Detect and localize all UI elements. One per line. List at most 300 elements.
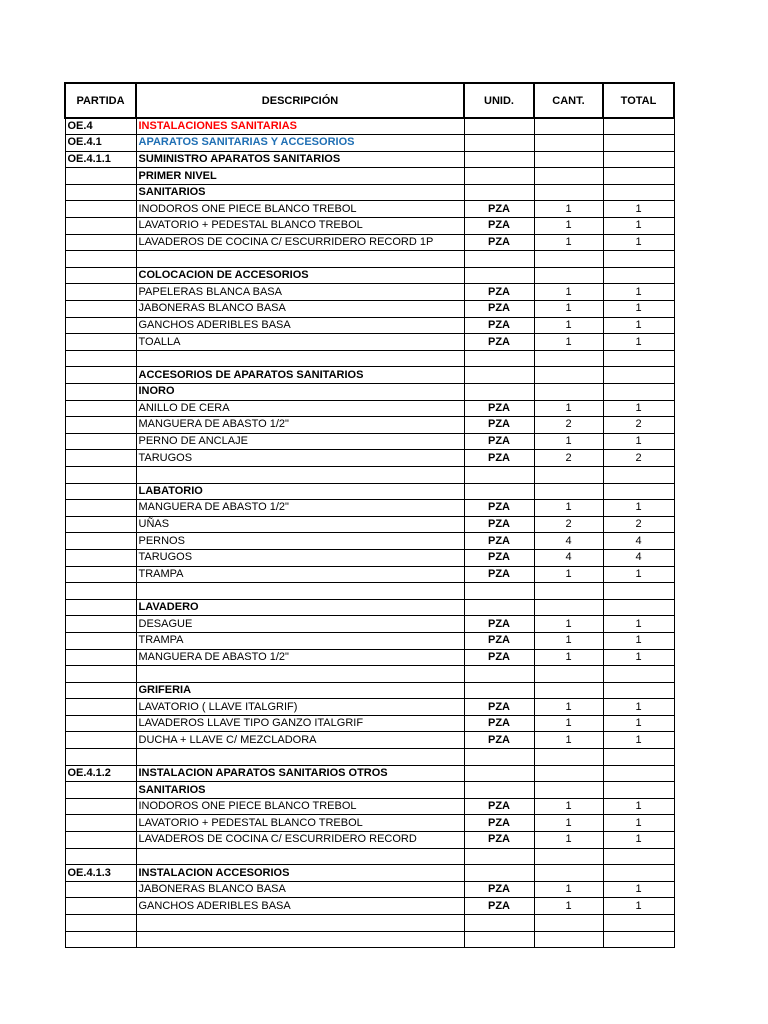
cell-total: 2 xyxy=(603,450,674,467)
cell-unid xyxy=(464,466,534,483)
cell-total xyxy=(603,251,674,268)
cell-partida xyxy=(65,715,136,732)
cell-partida xyxy=(65,168,136,185)
cell-descripcion: INSTALACION ACCESORIOS xyxy=(136,865,464,882)
cell-total xyxy=(603,931,674,948)
header-descripcion: DESCRIPCIÓN xyxy=(136,83,464,118)
cell-total xyxy=(603,782,674,799)
cell-total xyxy=(603,350,674,367)
cell-partida xyxy=(65,301,136,318)
cell-total: 1 xyxy=(603,616,674,633)
cell-descripcion: COLOCACION DE ACCESORIOS xyxy=(136,267,464,284)
table-row xyxy=(65,765,674,782)
table-row xyxy=(65,915,674,932)
cell-descripcion: ACCESORIOS DE APARATOS SANITARIOS xyxy=(136,367,464,384)
cell-descripcion xyxy=(136,466,464,483)
table-row xyxy=(65,466,674,483)
cell-unid: PZA xyxy=(464,649,534,666)
table-row xyxy=(65,865,674,882)
table-row xyxy=(65,599,674,616)
table-row xyxy=(65,433,674,450)
cell-partida xyxy=(65,251,136,268)
cell-total: 1 xyxy=(603,798,674,815)
cell-unid: PZA xyxy=(464,317,534,334)
cell-cant xyxy=(534,151,603,168)
cell-descripcion: PAPELERAS BLANCA BASA xyxy=(136,284,464,301)
cell-unid xyxy=(464,367,534,384)
cell-cant: 1 xyxy=(534,632,603,649)
header-cant: CANT. xyxy=(534,83,603,118)
table-row xyxy=(65,632,674,649)
cell-descripcion: LAVATORIO + PEDESTAL BLANCO TREBOL xyxy=(136,815,464,832)
table-row xyxy=(65,533,674,550)
cell-descripcion xyxy=(136,251,464,268)
cell-unid xyxy=(464,865,534,882)
cell-cant xyxy=(534,466,603,483)
cell-unid: PZA xyxy=(464,218,534,235)
table-row xyxy=(65,218,674,235)
cell-descripcion: TOALLA xyxy=(136,334,464,351)
cell-cant xyxy=(534,135,603,152)
cell-partida xyxy=(65,267,136,284)
cell-partida xyxy=(65,516,136,533)
table-row xyxy=(65,284,674,301)
table-header xyxy=(65,83,674,118)
cell-unid: PZA xyxy=(464,234,534,251)
cell-unid: PZA xyxy=(464,815,534,832)
cell-total: 1 xyxy=(603,218,674,235)
table-row xyxy=(65,549,674,566)
cell-unid: PZA xyxy=(464,516,534,533)
cell-descripcion: PERNOS xyxy=(136,533,464,550)
cell-descripcion: TARUGOS xyxy=(136,549,464,566)
cell-total: 1 xyxy=(603,898,674,915)
cell-unid: PZA xyxy=(464,450,534,467)
cell-unid: PZA xyxy=(464,798,534,815)
cell-descripcion: GANCHOS ADERIBLES BASA xyxy=(136,898,464,915)
cell-descripcion: LAVADEROS DE COCINA C/ ESCURRIDERO RECORD 1P xyxy=(136,234,464,251)
cell-cant: 1 xyxy=(534,317,603,334)
cell-total xyxy=(603,915,674,932)
cell-descripcion: PERNO DE ANCLAJE xyxy=(136,433,464,450)
table-row xyxy=(65,400,674,417)
cell-cant xyxy=(534,384,603,401)
cell-total: 1 xyxy=(603,500,674,517)
cell-partida xyxy=(65,218,136,235)
cell-descripcion: TRAMPA xyxy=(136,632,464,649)
cell-descripcion xyxy=(136,931,464,948)
cell-partida xyxy=(65,317,136,334)
cell-descripcion: LAVATORIO + PEDESTAL BLANCO TREBOL xyxy=(136,218,464,235)
cell-descripcion xyxy=(136,350,464,367)
cell-total: 1 xyxy=(603,566,674,583)
cell-cant: 2 xyxy=(534,450,603,467)
cell-unid xyxy=(464,848,534,865)
cell-partida xyxy=(65,350,136,367)
cell-cant: 1 xyxy=(534,699,603,716)
table-row xyxy=(65,749,674,766)
cell-partida xyxy=(65,931,136,948)
cell-unid: PZA xyxy=(464,732,534,749)
table-row xyxy=(65,384,674,401)
cell-descripcion: DESAGUE xyxy=(136,616,464,633)
cell-descripcion: TRAMPA xyxy=(136,566,464,583)
cell-unid xyxy=(464,749,534,766)
table-row xyxy=(65,201,674,218)
cell-unid xyxy=(464,599,534,616)
cell-partida xyxy=(65,749,136,766)
cell-total: 2 xyxy=(603,417,674,434)
cell-descripcion: GRIFERIA xyxy=(136,682,464,699)
cell-unid xyxy=(464,135,534,152)
cell-unid xyxy=(464,782,534,799)
table-row xyxy=(65,848,674,865)
cell-total xyxy=(603,151,674,168)
table-row xyxy=(65,168,674,185)
cell-total: 1 xyxy=(603,649,674,666)
cell-cant: 2 xyxy=(534,417,603,434)
cell-total: 1 xyxy=(603,881,674,898)
cell-partida xyxy=(65,848,136,865)
cell-partida xyxy=(65,798,136,815)
cell-partida xyxy=(65,699,136,716)
cell-partida xyxy=(65,400,136,417)
cell-partida xyxy=(65,566,136,583)
cell-partida xyxy=(65,732,136,749)
cell-partida xyxy=(65,649,136,666)
table-row xyxy=(65,616,674,633)
table-row xyxy=(65,881,674,898)
cell-total xyxy=(603,765,674,782)
cell-total: 4 xyxy=(603,533,674,550)
cell-descripcion: JABONERAS BLANCO BASA xyxy=(136,881,464,898)
cell-partida xyxy=(65,898,136,915)
cell-total: 1 xyxy=(603,334,674,351)
table-row xyxy=(65,450,674,467)
cell-total xyxy=(603,168,674,185)
cell-unid: PZA xyxy=(464,400,534,417)
cell-total: 1 xyxy=(603,317,674,334)
cell-total: 1 xyxy=(603,301,674,318)
cell-partida xyxy=(65,915,136,932)
cell-cant: 1 xyxy=(534,649,603,666)
cell-total: 1 xyxy=(603,234,674,251)
cell-total: 1 xyxy=(603,201,674,218)
cell-total: 2 xyxy=(603,516,674,533)
cell-partida: OE.4.1 xyxy=(65,135,136,152)
cell-descripcion xyxy=(136,915,464,932)
table-row xyxy=(65,815,674,832)
cell-unid: PZA xyxy=(464,566,534,583)
cell-cant xyxy=(534,251,603,268)
cell-partida: OE.4.1.1 xyxy=(65,151,136,168)
cell-partida xyxy=(65,549,136,566)
cell-unid: PZA xyxy=(464,201,534,218)
table-row xyxy=(65,566,674,583)
cell-total xyxy=(603,483,674,500)
cell-descripcion: GANCHOS ADERIBLES BASA xyxy=(136,317,464,334)
cell-cant xyxy=(534,350,603,367)
table-row xyxy=(65,699,674,716)
cell-total xyxy=(603,599,674,616)
cell-cant: 1 xyxy=(534,566,603,583)
cell-cant: 1 xyxy=(534,815,603,832)
cell-partida xyxy=(65,450,136,467)
cell-cant: 1 xyxy=(534,334,603,351)
cell-partida xyxy=(65,466,136,483)
cell-total xyxy=(603,466,674,483)
cell-unid: PZA xyxy=(464,832,534,849)
cell-total: 4 xyxy=(603,549,674,566)
cell-total xyxy=(603,666,674,683)
cell-descripcion: SUMINISTRO APARATOS SANITARIOS xyxy=(136,151,464,168)
cell-cant: 1 xyxy=(534,616,603,633)
cell-partida xyxy=(65,632,136,649)
table-row xyxy=(65,301,674,318)
cell-unid xyxy=(464,915,534,932)
cell-unid: PZA xyxy=(464,616,534,633)
cell-partida xyxy=(65,334,136,351)
table-row xyxy=(65,798,674,815)
cell-unid: PZA xyxy=(464,417,534,434)
cell-partida xyxy=(65,832,136,849)
cell-cant xyxy=(534,931,603,948)
cell-unid xyxy=(464,168,534,185)
cell-cant xyxy=(534,865,603,882)
table-row xyxy=(65,417,674,434)
cell-total xyxy=(603,848,674,865)
cell-cant: 1 xyxy=(534,301,603,318)
cell-total xyxy=(603,682,674,699)
cell-total xyxy=(603,367,674,384)
cell-partida xyxy=(65,384,136,401)
table-row xyxy=(65,583,674,600)
cell-unid: PZA xyxy=(464,334,534,351)
cell-unid xyxy=(464,184,534,201)
cell-descripcion: DUCHA + LLAVE C/ MEZCLADORA xyxy=(136,732,464,749)
cell-cant xyxy=(534,666,603,683)
table-row xyxy=(65,649,674,666)
cell-cant xyxy=(534,118,603,135)
cell-unid xyxy=(464,682,534,699)
cell-cant xyxy=(534,765,603,782)
cell-cant xyxy=(534,267,603,284)
cell-total xyxy=(603,583,674,600)
table-row xyxy=(65,135,674,152)
cell-cant: 1 xyxy=(534,400,603,417)
cell-descripcion: PRIMER NIVEL xyxy=(136,168,464,185)
table-row xyxy=(65,832,674,849)
cell-cant xyxy=(534,184,603,201)
cell-partida xyxy=(65,201,136,218)
cell-cant: 1 xyxy=(534,798,603,815)
cell-cant: 1 xyxy=(534,234,603,251)
cell-cant: 1 xyxy=(534,832,603,849)
cell-cant: 1 xyxy=(534,715,603,732)
cell-cant xyxy=(534,168,603,185)
cell-descripcion xyxy=(136,749,464,766)
table-row xyxy=(65,782,674,799)
cell-total: 1 xyxy=(603,284,674,301)
table-row xyxy=(65,682,674,699)
cell-total: 1 xyxy=(603,815,674,832)
cell-cant xyxy=(534,749,603,766)
table-body xyxy=(65,118,674,948)
cell-partida: OE.4.1.2 xyxy=(65,765,136,782)
table-row xyxy=(65,151,674,168)
cell-unid xyxy=(464,583,534,600)
cell-total: 1 xyxy=(603,400,674,417)
cell-unid: PZA xyxy=(464,898,534,915)
cell-cant xyxy=(534,483,603,500)
cell-total xyxy=(603,184,674,201)
header-total: TOTAL xyxy=(603,83,674,118)
table-row xyxy=(65,732,674,749)
cell-unid xyxy=(464,483,534,500)
cell-descripcion xyxy=(136,666,464,683)
cell-unid: PZA xyxy=(464,301,534,318)
cell-descripcion: APARATOS SANITARIAS Y ACCESORIOS xyxy=(136,135,464,152)
cell-cant xyxy=(534,782,603,799)
cell-unid: PZA xyxy=(464,500,534,517)
cell-descripcion: LABATORIO xyxy=(136,483,464,500)
table-row xyxy=(65,234,674,251)
cell-descripcion: INSTALACION APARATOS SANITARIOS OTROS xyxy=(136,765,464,782)
table-row xyxy=(65,715,674,732)
cell-unid: PZA xyxy=(464,699,534,716)
cell-descripcion: INSTALACIONES SANITARIAS xyxy=(136,118,464,135)
cell-unid xyxy=(464,666,534,683)
cell-cant xyxy=(534,682,603,699)
cell-cant: 1 xyxy=(534,500,603,517)
cell-descripcion: SANITARIOS xyxy=(136,184,464,201)
cell-partida xyxy=(65,599,136,616)
table-row xyxy=(65,184,674,201)
table-row xyxy=(65,367,674,384)
cell-unid xyxy=(464,765,534,782)
table-row xyxy=(65,898,674,915)
cell-partida xyxy=(65,234,136,251)
cell-partida xyxy=(65,815,136,832)
cell-partida xyxy=(65,881,136,898)
cell-total: 1 xyxy=(603,715,674,732)
cell-unid xyxy=(464,267,534,284)
cell-partida xyxy=(65,583,136,600)
table-row xyxy=(65,267,674,284)
cell-partida xyxy=(65,417,136,434)
cell-descripcion: MANGUERA DE ABASTO 1/2" xyxy=(136,649,464,666)
cell-unid: PZA xyxy=(464,433,534,450)
cell-total xyxy=(603,267,674,284)
cell-descripcion: LAVADERO xyxy=(136,599,464,616)
table-row xyxy=(65,251,674,268)
cell-partida xyxy=(65,500,136,517)
cell-partida xyxy=(65,483,136,500)
cell-total: 1 xyxy=(603,699,674,716)
cell-cant: 1 xyxy=(534,284,603,301)
cell-total xyxy=(603,865,674,882)
cell-total: 1 xyxy=(603,732,674,749)
cell-cant xyxy=(534,583,603,600)
cell-descripcion: INORO xyxy=(136,384,464,401)
cell-cant: 1 xyxy=(534,433,603,450)
cell-unid: PZA xyxy=(464,632,534,649)
table-row xyxy=(65,516,674,533)
cell-partida xyxy=(65,533,136,550)
cell-unid xyxy=(464,118,534,135)
cell-descripcion: UÑAS xyxy=(136,516,464,533)
cell-descripcion: JABONERAS BLANCO BASA xyxy=(136,301,464,318)
cell-descripcion: ANILLO DE CERA xyxy=(136,400,464,417)
table-row xyxy=(65,350,674,367)
cell-unid: PZA xyxy=(464,881,534,898)
cell-partida xyxy=(65,284,136,301)
cell-unid: PZA xyxy=(464,715,534,732)
cell-partida xyxy=(65,616,136,633)
cell-partida xyxy=(65,682,136,699)
cell-cant: 1 xyxy=(534,201,603,218)
cell-partida xyxy=(65,367,136,384)
cell-cant xyxy=(534,599,603,616)
cell-total: 1 xyxy=(603,632,674,649)
cell-unid xyxy=(464,931,534,948)
cell-cant: 4 xyxy=(534,533,603,550)
cell-partida xyxy=(65,184,136,201)
table-row xyxy=(65,931,674,948)
table-row xyxy=(65,334,674,351)
cell-cant xyxy=(534,848,603,865)
cell-total xyxy=(603,749,674,766)
cell-cant: 1 xyxy=(534,881,603,898)
table-row xyxy=(65,118,674,135)
table-row xyxy=(65,500,674,517)
cell-partida: OE.4 xyxy=(65,118,136,135)
cell-unid xyxy=(464,350,534,367)
table-row xyxy=(65,483,674,500)
cell-total xyxy=(603,384,674,401)
cell-cant: 4 xyxy=(534,549,603,566)
cell-unid: PZA xyxy=(464,549,534,566)
cell-cant xyxy=(534,915,603,932)
cell-descripcion: TARUGOS xyxy=(136,450,464,467)
cell-descripcion: INODOROS ONE PIECE BLANCO TREBOL xyxy=(136,798,464,815)
cell-cant: 1 xyxy=(534,898,603,915)
cell-partida xyxy=(65,782,136,799)
cell-total: 1 xyxy=(603,832,674,849)
cell-descripcion: MANGUERA DE ABASTO 1/2" xyxy=(136,417,464,434)
cell-total xyxy=(603,135,674,152)
budget-table xyxy=(64,82,675,948)
cell-descripcion: LAVATORIO ( LLAVE ITALGRIF) xyxy=(136,699,464,716)
table-row xyxy=(65,666,674,683)
cell-total: 1 xyxy=(603,433,674,450)
cell-partida xyxy=(65,433,136,450)
cell-cant: 1 xyxy=(534,218,603,235)
cell-partida: OE.4.1.3 xyxy=(65,865,136,882)
cell-unid xyxy=(464,151,534,168)
cell-partida xyxy=(65,666,136,683)
cell-unid: PZA xyxy=(464,533,534,550)
cell-descripcion: LAVADEROS LLAVE TIPO GANZO ITALGRIF xyxy=(136,715,464,732)
cell-cant xyxy=(534,367,603,384)
cell-unid xyxy=(464,384,534,401)
cell-unid: PZA xyxy=(464,284,534,301)
header-partida: PARTIDA xyxy=(65,83,136,118)
cell-descripcion xyxy=(136,583,464,600)
cell-descripcion: SANITARIOS xyxy=(136,782,464,799)
cell-cant: 2 xyxy=(534,516,603,533)
cell-cant: 1 xyxy=(534,732,603,749)
